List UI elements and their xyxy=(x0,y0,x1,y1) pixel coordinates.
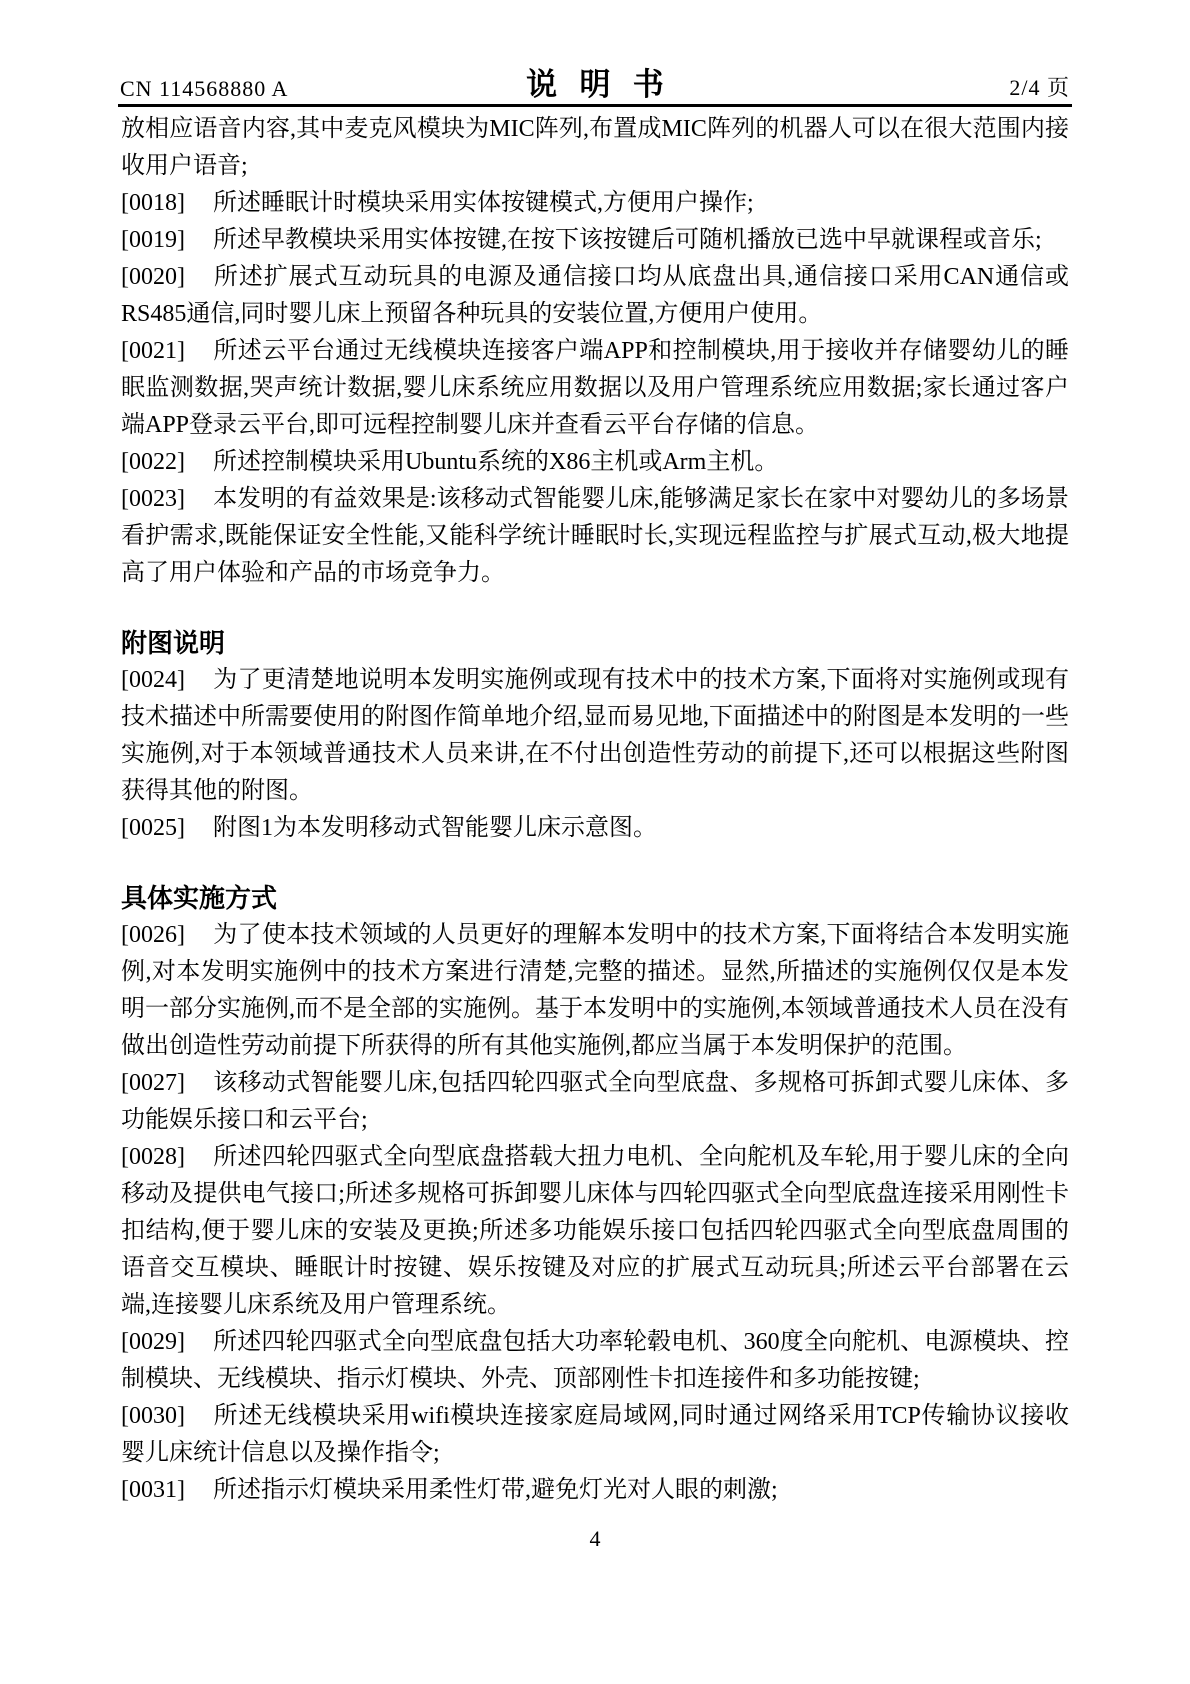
paragraph-0031 xyxy=(121,1472,1069,1509)
paragraph-number: [0018] xyxy=(121,190,185,216)
paragraph-0028 xyxy=(121,1139,1069,1324)
paragraph-0026 xyxy=(121,917,1069,1065)
paragraph-text: 为了更清楚地说明本发明实施例或现有技术中的技术方案,下面将对实施例或现有技术描述中所需要使用的附图作简单地介绍,显而易见地,下面描述中的附图是本发明的一些实施例,对于本领域普通技术人员来讲,在不付出创造性劳动的前提下,还可以根据这些附图获得其他的附图。 xyxy=(121,667,1069,804)
paragraph-0018 xyxy=(121,185,1069,222)
paragraph-text: 所述四轮四驱式全向型底盘搭载大扭力电机、全向舵机及车轮,用于婴儿床的全向移动及提供电气接口;所述多规格可拆卸婴儿床体与四轮四驱式全向型底盘连接采用刚性卡扣结构,便于婴儿床的安装及更换;所述多功能娱乐接口包括四轮四驱式全向型底盘周围的语音交互模块、睡眠计时按键、娱乐按键及对应的扩展式互动玩具;所述云平台部署在云端,连接婴儿床系统及用户管理系统。 xyxy=(121,1144,1069,1318)
paragraph-number: [0019] xyxy=(121,227,185,253)
paragraph-text: 所述四轮四驱式全向型底盘包括大功率轮毂电机、360度全向舵机、电源模块、控制模块、无线模块、指示灯模块、外壳、顶部刚性卡扣连接件和多功能按键; xyxy=(121,1329,1069,1392)
section-heading-drawings: 附图说明 xyxy=(121,628,226,658)
paragraph-0029 xyxy=(121,1324,1069,1398)
paragraph-text: 为了使本技术领域的人员更好的理解本发明中的技术方案,下面将结合本发明实施例,对本发明实施例中的技术方案进行清楚,完整的描述。显然,所描述的实施例仅仅是本发明一部分实施例,而不是全部的实施例。基于本发明中的实施例,本领域普通技术人员在没有做出创造性劳动前提下所获得的所有其他实施例,都应当属于本发明保护的范围。 xyxy=(121,922,1069,1059)
paragraph-0030 xyxy=(121,1398,1069,1472)
paragraph-0019 xyxy=(121,222,1069,259)
paragraph-number: [0028] xyxy=(121,1144,185,1170)
paragraph-0023 xyxy=(121,481,1069,592)
paragraph-continuation xyxy=(121,111,1069,185)
paragraph-number: [0024] xyxy=(121,667,185,693)
paragraph-number: [0026] xyxy=(121,922,185,948)
paragraph-number: [0030] xyxy=(121,1403,185,1429)
paragraph-number: [0027] xyxy=(121,1070,185,1096)
paragraph-text: 所述无线模块采用wifi模块连接家庭局域网,同时通过网络采用TCP传输协议接收婴儿床统计信息以及操作指令; xyxy=(121,1403,1069,1466)
paragraph-number: [0031] xyxy=(121,1477,185,1503)
page-number: 4 xyxy=(589,1526,601,1551)
paragraph-text: 所述指示灯模块采用柔性灯带,避免灯光对人眼的刺激; xyxy=(213,1477,778,1503)
paragraph-0027 xyxy=(121,1065,1069,1139)
paragraph-text: 所述云平台通过无线模块连接客户端APP和控制模块,用于接收并存储婴幼儿的睡眠监测数据,哭声统计数据,婴儿床系统应用数据以及用户管理系统应用数据;家长通过客户端APP登录云平台,即可远程控制婴儿床并查看云平台存储的信息。 xyxy=(121,338,1069,438)
paragraph-0020 xyxy=(121,259,1069,333)
paragraph-text: 所述睡眠计时模块采用实体按键模式,方便用户操作; xyxy=(213,190,754,216)
header-rule xyxy=(118,104,1072,107)
paragraph-0024 xyxy=(121,662,1069,810)
paragraph-text: 所述早教模块采用实体按键,在按下该按键后可随机播放已选中早就课程或音乐; xyxy=(213,227,1042,253)
paragraph-number: [0029] xyxy=(121,1329,185,1355)
paragraph-number: [0022] xyxy=(121,449,185,475)
paragraph-0022 xyxy=(121,444,1069,481)
page-footer xyxy=(0,1526,1190,1552)
document-number: CN 114568880 A xyxy=(120,76,289,101)
page-header xyxy=(120,62,1070,104)
paragraph-0025 xyxy=(121,810,1069,847)
paragraph-text: 所述扩展式互动玩具的电源及通信接口均从底盘出具,通信接口采用CAN通信或RS485通信,同时婴儿床上预留各种玩具的安装位置,方便用户使用。 xyxy=(121,264,1069,327)
paragraph-0021 xyxy=(121,333,1069,444)
paragraph-text: 放相应语音内容,其中麦克风模块为MIC阵列,布置成MIC阵列的机器人可以在很大范围内接收用户语音; xyxy=(121,116,1069,179)
paragraph-number: [0023] xyxy=(121,486,185,512)
paragraph-text: 附图1为本发明移动式智能婴儿床示意图。 xyxy=(213,815,657,841)
paragraph-text: 本发明的有益效果是:该移动式智能婴儿床,能够满足家长在家中对婴幼儿的多场景看护需求,既能保证安全性能,又能科学统计睡眠时长,实现远程监控与扩展式互动,极大地提高了用户体验和产品的市场竞争力。 xyxy=(121,486,1069,586)
section-heading-embodiments: 具体实施方式 xyxy=(121,883,278,913)
paragraph-text: 该移动式智能婴儿床,包括四轮四驱式全向型底盘、多规格可拆卸式婴儿床体、多功能娱乐接口和云平台; xyxy=(121,1070,1069,1133)
page-indicator: 2/4 页 xyxy=(1009,75,1070,100)
paragraph-number: [0020] xyxy=(121,264,185,290)
paragraph-number: [0025] xyxy=(121,815,185,841)
specification-body xyxy=(121,111,1069,1509)
paragraph-number: [0021] xyxy=(121,338,185,364)
document-title: 说明书 xyxy=(526,67,687,102)
paragraph-text: 所述控制模块采用Ubuntu系统的X86主机或Arm主机。 xyxy=(213,449,779,475)
